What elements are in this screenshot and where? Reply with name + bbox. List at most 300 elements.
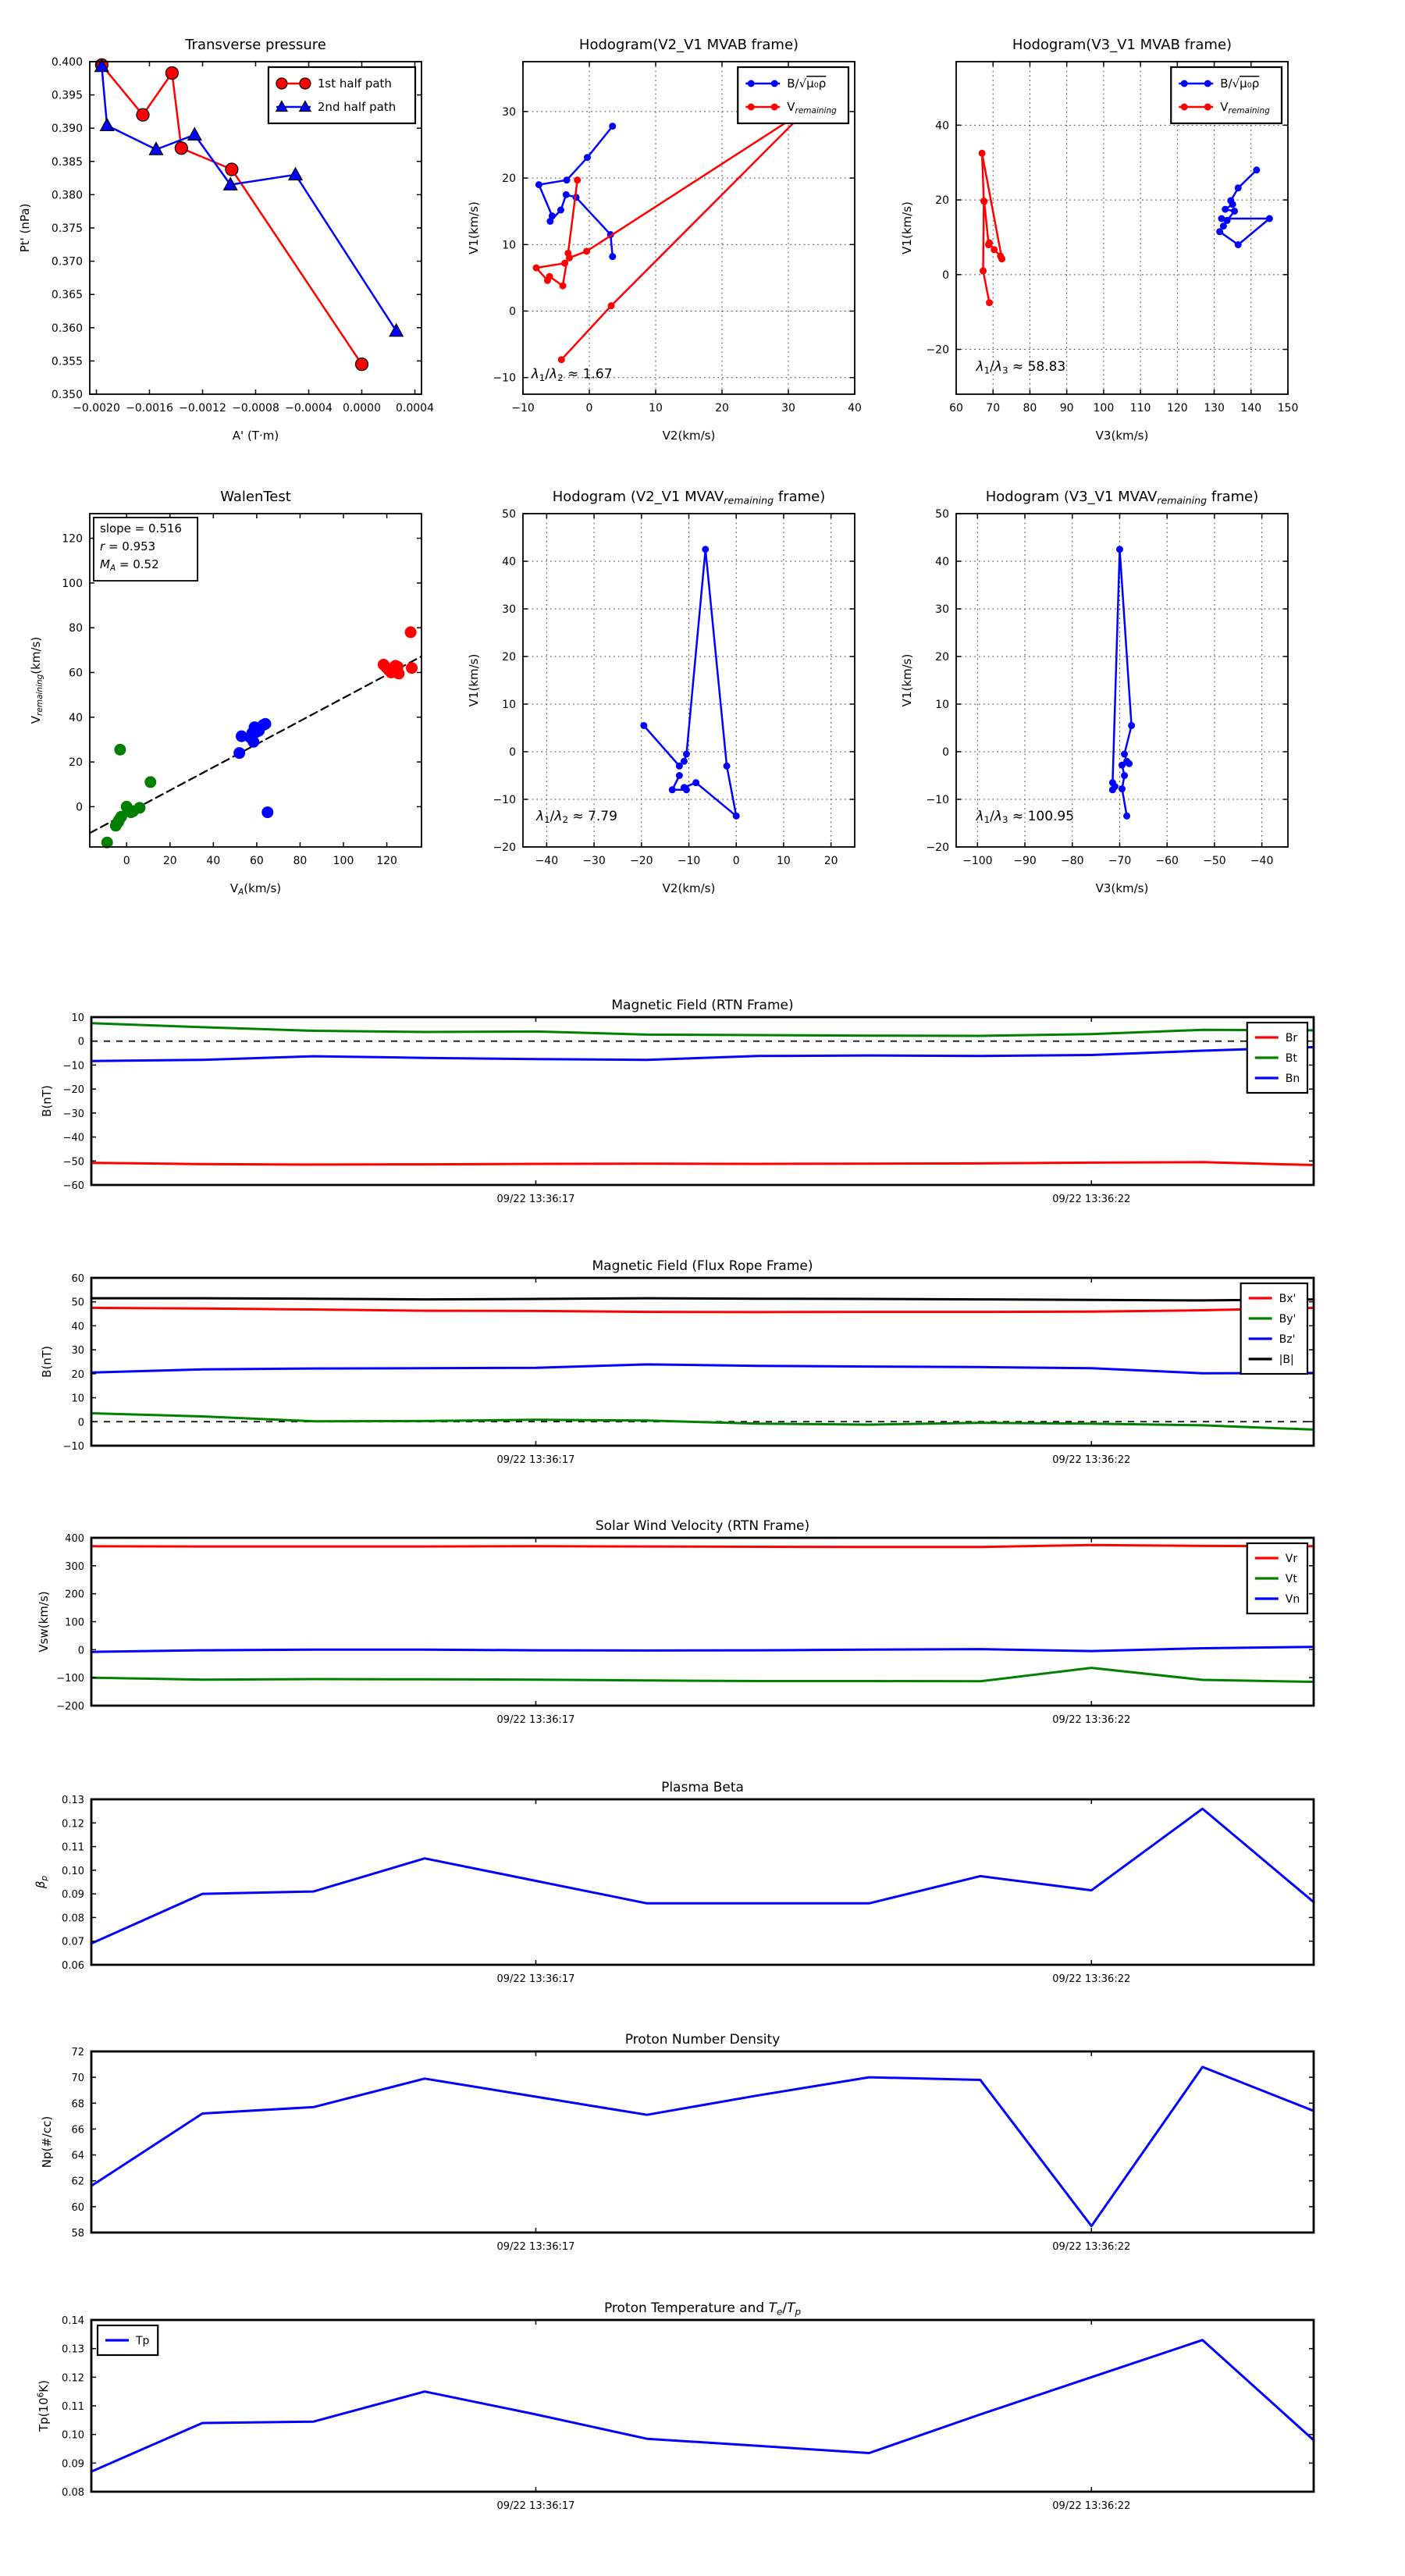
y-tick-label: 50 [935,508,949,521]
y-tick-label: 30 [502,105,516,119]
panel-title: Hodogram (V2_V1 $MVAV_{remaining}$ frame) [552,489,826,507]
x-tick-label: 09/22 13:36:17 [496,1194,575,1205]
x-tick-label: 70 [986,402,1001,415]
x-tick-label: 0.0004 [396,402,434,415]
x-tick-label: −60 [1155,855,1179,867]
y-tick-label: −100 [56,1673,84,1685]
series-Vr [91,1545,1314,1547]
legend [1241,1283,1307,1374]
y-tick-label: −10 [493,794,516,806]
legend [98,2325,158,2355]
series-V-remaining [536,109,809,360]
dot-marker [1181,104,1188,111]
dot-marker [533,265,540,272]
x-tick-label: 90 [1059,402,1074,415]
dot-marker [1218,215,1225,222]
x-axis-label: V2(km/s) [662,429,716,443]
axes-frame [91,1799,1314,1965]
y-tick-label: 0.395 [51,89,83,102]
x-tick-label: 40 [206,855,221,867]
dot-marker [260,718,272,730]
dot-marker [683,786,690,793]
dot-marker [980,198,987,205]
series-Vn [91,1647,1314,1652]
x-tick-label: 09/22 13:36:22 [1052,1454,1131,1466]
y-tick-label: 0.365 [51,289,83,302]
x-tick-label: 09/22 13:36:17 [496,1714,575,1726]
dot-marker [683,751,690,758]
panel-title: WalenTest [220,489,291,505]
panel-title: Transverse pressure [185,37,326,53]
dot-marker [546,273,553,280]
y-tick-label: 40 [935,556,949,568]
x-tick-label: −0.0012 [179,402,226,415]
panel-proton-temperature [36,2300,1314,2512]
y-tick-label: 68 [71,2098,84,2111]
x-tick-label: 80 [293,855,308,867]
dot-marker [980,268,987,275]
y-tick-label: −20 [62,1084,84,1097]
triangle-marker [101,119,114,131]
y-axis-label: $\beta_p$ [34,1875,49,1889]
dot-marker [233,747,245,759]
x-tick-label: 100 [333,855,354,867]
series-Bn [91,1047,1314,1061]
circle-marker [175,142,187,155]
y-tick-label: 0.11 [62,1841,84,1854]
legend-label: Bx' [1279,1293,1297,1305]
dot-marker [535,181,542,188]
y-tick-label: 62 [71,2176,84,2188]
y-tick-label: 72 [71,2047,84,2058]
legend-label: Vt [1285,1573,1297,1585]
x-tick-label: 09/22 13:36:22 [1052,2241,1131,2253]
dot-marker [1116,546,1123,553]
annotation: $\lambda_1/\lambda_2 \approx 7.79$ [536,808,617,826]
legend-label: Tp [136,2335,150,2347]
dot-marker [733,813,740,820]
x-tick-label: 09/22 13:36:22 [1052,2500,1131,2512]
x-tick-label: 0.0000 [343,402,381,415]
dot-marker [748,104,755,111]
legend [269,67,415,123]
y-tick-label: 58 [71,2228,84,2240]
x-tick-label: −70 [1108,855,1132,867]
y-tick-label: 80 [69,622,83,635]
dot-marker [560,283,567,290]
x-tick-label: 150 [1277,402,1299,415]
legend [1171,67,1282,123]
dot-marker [393,667,404,679]
x-tick-label: 09/22 13:36:22 [1052,1194,1131,1205]
y-tick-label: −20 [493,841,516,854]
x-tick-label: 09/22 13:36:17 [496,2500,575,2512]
y-tick-label: 70 [71,2073,84,2085]
x-tick-label: 100 [1093,402,1115,415]
x-axis-label: V3(km/s) [1095,429,1149,443]
y-tick-label: 10 [71,1012,84,1024]
legend-label: 1st half path [317,76,392,91]
dot-marker [1253,166,1260,173]
x-tick-label: 60 [949,402,963,415]
panel-hodogram-v3v1-mvav [900,489,1288,895]
x-tick-label: 140 [1240,402,1262,415]
y-tick-label: 0.07 [62,1936,84,1948]
x-tick-label: 20 [823,855,838,867]
dot-marker [669,786,676,793]
annotation: $\lambda_1/\lambda_3 \approx 58.83$ [976,359,1066,376]
panel-title: Solar Wind Velocity (RTN Frame) [595,1518,810,1534]
info-box-line: r = 0.953 [100,539,156,553]
x-tick-label: −10 [677,855,701,867]
y-tick-label: −20 [926,343,949,357]
y-tick-label: 0.11 [62,2401,84,2413]
series-Br [91,1162,1314,1165]
y-tick-label: 300 [65,1560,84,1573]
dot-marker [771,104,778,111]
annotation: $\lambda_1/\lambda_3 \approx 100.95$ [976,808,1075,826]
panel-b-rtn [40,998,1314,1205]
y-tick-label: 60 [71,1273,84,1285]
y-tick-label: 0 [77,1417,84,1429]
y-tick-label: 0 [509,305,516,318]
y-tick-label: 0 [509,746,516,759]
dot-marker [609,123,616,130]
panel-title: Hodogram(V3_V1 MVAB frame) [1012,37,1232,53]
y-tick-label: 60 [69,667,83,680]
legend-label: Br [1285,1032,1298,1044]
y-tick-label: −10 [926,794,949,806]
legend-label: $V_{remaining}$ [787,100,837,116]
dot-marker [1121,772,1128,779]
y-tick-label: 50 [71,1297,84,1309]
dot-marker [1109,779,1116,786]
y-axis-label: B(nT) [40,1346,54,1378]
legend [738,67,848,123]
y-tick-label: 0 [76,801,83,814]
y-axis-label: V1(km/s) [900,653,914,707]
dot-marker [564,250,571,257]
x-tick-label: −40 [535,855,559,867]
panel-title: Hodogram(V2_V1 MVAB frame) [578,37,799,53]
y-axis-label: V1(km/s) [467,653,481,707]
dot-marker [991,246,998,253]
x-axis-label: $V_A(km/s)$ [229,881,282,897]
x-tick-label: −30 [582,855,606,867]
triangle-marker [289,168,302,180]
y-axis-label: Pt' (nPa) [18,203,32,253]
y-tick-label: 66 [71,2124,84,2137]
panel-hodogram-v2v1-mvab [467,37,862,443]
y-tick-label: 20 [71,1368,84,1381]
y-tick-label: 30 [502,603,516,616]
x-axis-label: V2(km/s) [662,881,716,895]
dot-marker [1123,813,1130,820]
series-beta-p [91,1809,1314,1944]
circle-marker [165,66,178,79]
x-tick-label: 60 [249,855,264,867]
dot-marker [1216,228,1223,235]
y-axis-label: Vsw(km/s) [37,1591,51,1653]
panel-vsw-rtn [37,1518,1314,1726]
dot-marker [1121,751,1128,758]
y-tick-label: 0 [77,1036,84,1048]
axes-frame [91,2051,1314,2233]
axes-frame [956,514,1288,847]
panel-title: Plasma Beta [661,1780,744,1795]
triangle-marker [389,324,403,336]
x-tick-label: 30 [781,402,795,415]
dot-marker [406,662,418,674]
x-tick-label: 0 [123,855,130,867]
legend-label: 2nd half path [317,100,397,114]
y-tick-label: 0.385 [51,155,83,169]
x-tick-label: −20 [630,855,653,867]
y-tick-label: 64 [71,2150,84,2162]
x-tick-label: 0 [732,855,740,867]
y-tick-label: −10 [62,1060,84,1073]
legend-label: Vr [1285,1553,1298,1565]
y-tick-label: −20 [926,841,949,854]
series-Bz-prime [91,1364,1314,1373]
x-tick-label: −0.0016 [126,402,173,415]
series-Bx-prime [91,1308,1314,1312]
dot-marker [692,779,699,786]
info-box-line: slope = 0.516 [100,521,182,535]
dot-marker [1128,722,1135,729]
axes-frame [91,2320,1314,2492]
circle-marker [300,78,311,89]
y-axis-label: V1(km/s) [467,201,481,254]
legend-frame [269,67,415,123]
y-tick-label: 10 [502,699,516,711]
legend-label: Bt [1285,1052,1297,1065]
y-tick-label: 0.08 [62,2487,84,2499]
series-Vt [91,1668,1314,1682]
y-tick-label: 0.06 [62,1960,84,1972]
y-tick-label: 120 [62,532,83,546]
legend-label: Vn [1285,1593,1300,1606]
y-tick-label: 0.10 [62,2429,84,2442]
x-axis-label: A' (T·m) [232,429,279,443]
panel-title: Magnetic Field (Flux Rope Frame) [592,1258,813,1274]
y-tick-label: 60 [71,2201,84,2214]
y-tick-label: −10 [493,372,516,385]
y-tick-label: 0.14 [62,2315,84,2327]
dot-marker [583,247,590,254]
y-tick-label: 100 [65,1617,84,1629]
y-axis-label: Np(#/cc) [40,2115,54,2169]
y-tick-label: 0.400 [51,56,83,69]
x-tick-label: 10 [777,855,791,867]
x-tick-label: 40 [848,402,862,415]
panel-title: Proton Temperature and $T_e/T_p$ [603,2300,802,2318]
circle-marker [356,358,368,371]
x-tick-label: 10 [649,402,663,415]
x-tick-label: 0 [585,402,593,415]
panel-hodogram-v2v1-mvav [467,489,855,895]
y-tick-label: −50 [62,1156,84,1169]
dot-marker [1181,80,1188,87]
x-tick-label: −80 [1060,855,1084,867]
dot-marker [405,626,417,638]
x-tick-label: −90 [1013,855,1037,867]
y-tick-label: 0.09 [62,2458,84,2471]
series-Np [91,2067,1314,2226]
panel-title: Proton Number Density [624,2032,781,2048]
y-tick-label: 10 [935,699,949,711]
annotation: $\lambda_1/\lambda_2 \approx 1.67$ [531,366,613,383]
dot-marker [558,356,565,363]
dot-marker [563,191,570,198]
circle-marker [226,163,238,176]
legend [1247,1543,1307,1614]
y-tick-label: 400 [65,1533,84,1545]
dot-marker [114,744,126,756]
y-tick-label: 30 [71,1345,84,1357]
y-tick-label: −30 [62,1108,84,1120]
dot-marker [724,763,731,770]
dot-marker [979,150,986,157]
dot-marker [1126,760,1133,767]
panel-plasma-beta [34,1780,1314,1985]
circle-marker [276,78,287,89]
y-tick-label: 0.08 [62,1912,84,1925]
series-B-magnitude [91,1298,1314,1300]
y-tick-label: 0.12 [62,2372,84,2385]
series-V-remaining [982,153,1002,302]
x-tick-label: 20 [715,402,729,415]
y-tick-label: 20 [935,651,949,664]
series-V-remaining-path [644,550,736,817]
dot-marker [144,776,156,788]
dot-marker [640,722,647,729]
legend-label: B/√μ₀ρ [787,76,827,91]
x-tick-label: 120 [376,855,397,867]
y-tick-label: 0.390 [51,123,83,136]
y-tick-label: 30 [935,603,949,616]
y-tick-label: 40 [69,711,83,724]
y-tick-label: 40 [71,1321,84,1333]
legend-label: Bn [1285,1073,1300,1085]
legend-label: |B| [1279,1354,1294,1366]
y-tick-label: 0.350 [51,389,83,401]
x-tick-label: 130 [1204,402,1225,415]
y-tick-label: 0.370 [51,255,83,269]
x-tick-label: 09/22 13:36:17 [496,1454,575,1466]
panel-walen-test [29,489,422,897]
legend-label: $V_{remaining}$ [1220,100,1270,116]
dot-marker [261,806,273,818]
dot-marker [133,802,145,813]
y-axis-label: B(nT) [40,1085,54,1117]
info-box-line: $M_A = 0.52$ [100,557,159,573]
dot-marker [1231,208,1238,215]
dot-marker [608,302,615,309]
y-tick-label: 0.09 [62,1889,84,1902]
dot-marker [247,736,259,748]
series-Tp [91,2340,1314,2472]
dot-marker [1266,215,1273,222]
dot-marker [986,299,993,306]
y-tick-label: 0.10 [62,1865,84,1877]
x-axis-label: V3(km/s) [1095,881,1149,895]
x-tick-label: 09/22 13:36:17 [496,1973,575,1985]
y-tick-label: 0 [77,1645,84,1657]
dot-marker [564,176,571,183]
y-axis-label: $Tp(10^6K)$ [36,2379,51,2432]
panel-title: Magnetic Field (RTN Frame) [611,998,794,1013]
legend-label: By' [1279,1313,1297,1325]
y-tick-label: 200 [65,1589,84,1601]
y-tick-label: 10 [71,1393,84,1405]
y-tick-label: 10 [502,239,516,252]
triangle-marker [188,128,201,141]
dot-marker [1235,184,1242,191]
series-Bt [91,1023,1314,1036]
dot-marker [1229,201,1236,208]
y-tick-label: 0.360 [51,322,83,335]
dot-marker [1235,241,1242,248]
dot-marker [702,546,709,553]
dot-marker [676,772,683,779]
legend-label: Bz' [1279,1333,1296,1346]
x-tick-label: 110 [1129,402,1151,415]
x-tick-label: 20 [162,855,177,867]
panel-b-fluxrope [40,1258,1314,1466]
x-tick-label: −0.0008 [232,402,279,415]
y-axis-label: $V_{remaining}(km/s)$ [29,636,44,724]
y-tick-label: 20 [935,194,949,208]
y-tick-label: −10 [62,1441,84,1453]
dot-marker [546,218,553,225]
dot-marker [1222,206,1229,213]
dot-marker [1119,762,1126,769]
y-tick-label: 0.355 [51,355,83,368]
panel-hodogram-v3v1-mvab [900,37,1298,443]
y-tick-label: 40 [935,119,949,133]
dot-marker [985,241,992,248]
y-tick-label: 0.13 [62,2343,84,2356]
y-axis-label: V1(km/s) [900,201,914,254]
x-tick-label: −100 [962,855,993,867]
dot-marker [748,80,755,87]
dot-marker [1204,104,1211,111]
dot-marker [584,154,591,161]
dot-marker [681,758,688,765]
y-tick-label: 20 [69,756,83,770]
dot-marker [557,206,564,213]
dot-marker [574,176,581,183]
legend [1247,1023,1307,1093]
y-tick-label: −200 [56,1701,84,1713]
y-tick-label: −60 [62,1180,84,1192]
dot-marker [1204,80,1211,87]
x-tick-label: −40 [1250,855,1274,867]
x-tick-label: −10 [511,402,535,415]
y-tick-label: 50 [502,508,516,521]
x-tick-label: −50 [1203,855,1226,867]
x-tick-label: 09/22 13:36:17 [496,2241,575,2253]
dot-marker [609,253,616,260]
y-tick-label: 0.375 [51,222,83,235]
y-tick-label: 20 [502,651,516,664]
x-tick-label: 120 [1166,402,1188,415]
panel-transverse-pressure [18,37,434,443]
y-tick-label: −40 [62,1132,84,1144]
y-tick-label: 0.13 [62,1795,84,1806]
x-tick-label: 09/22 13:36:22 [1052,1973,1131,1985]
